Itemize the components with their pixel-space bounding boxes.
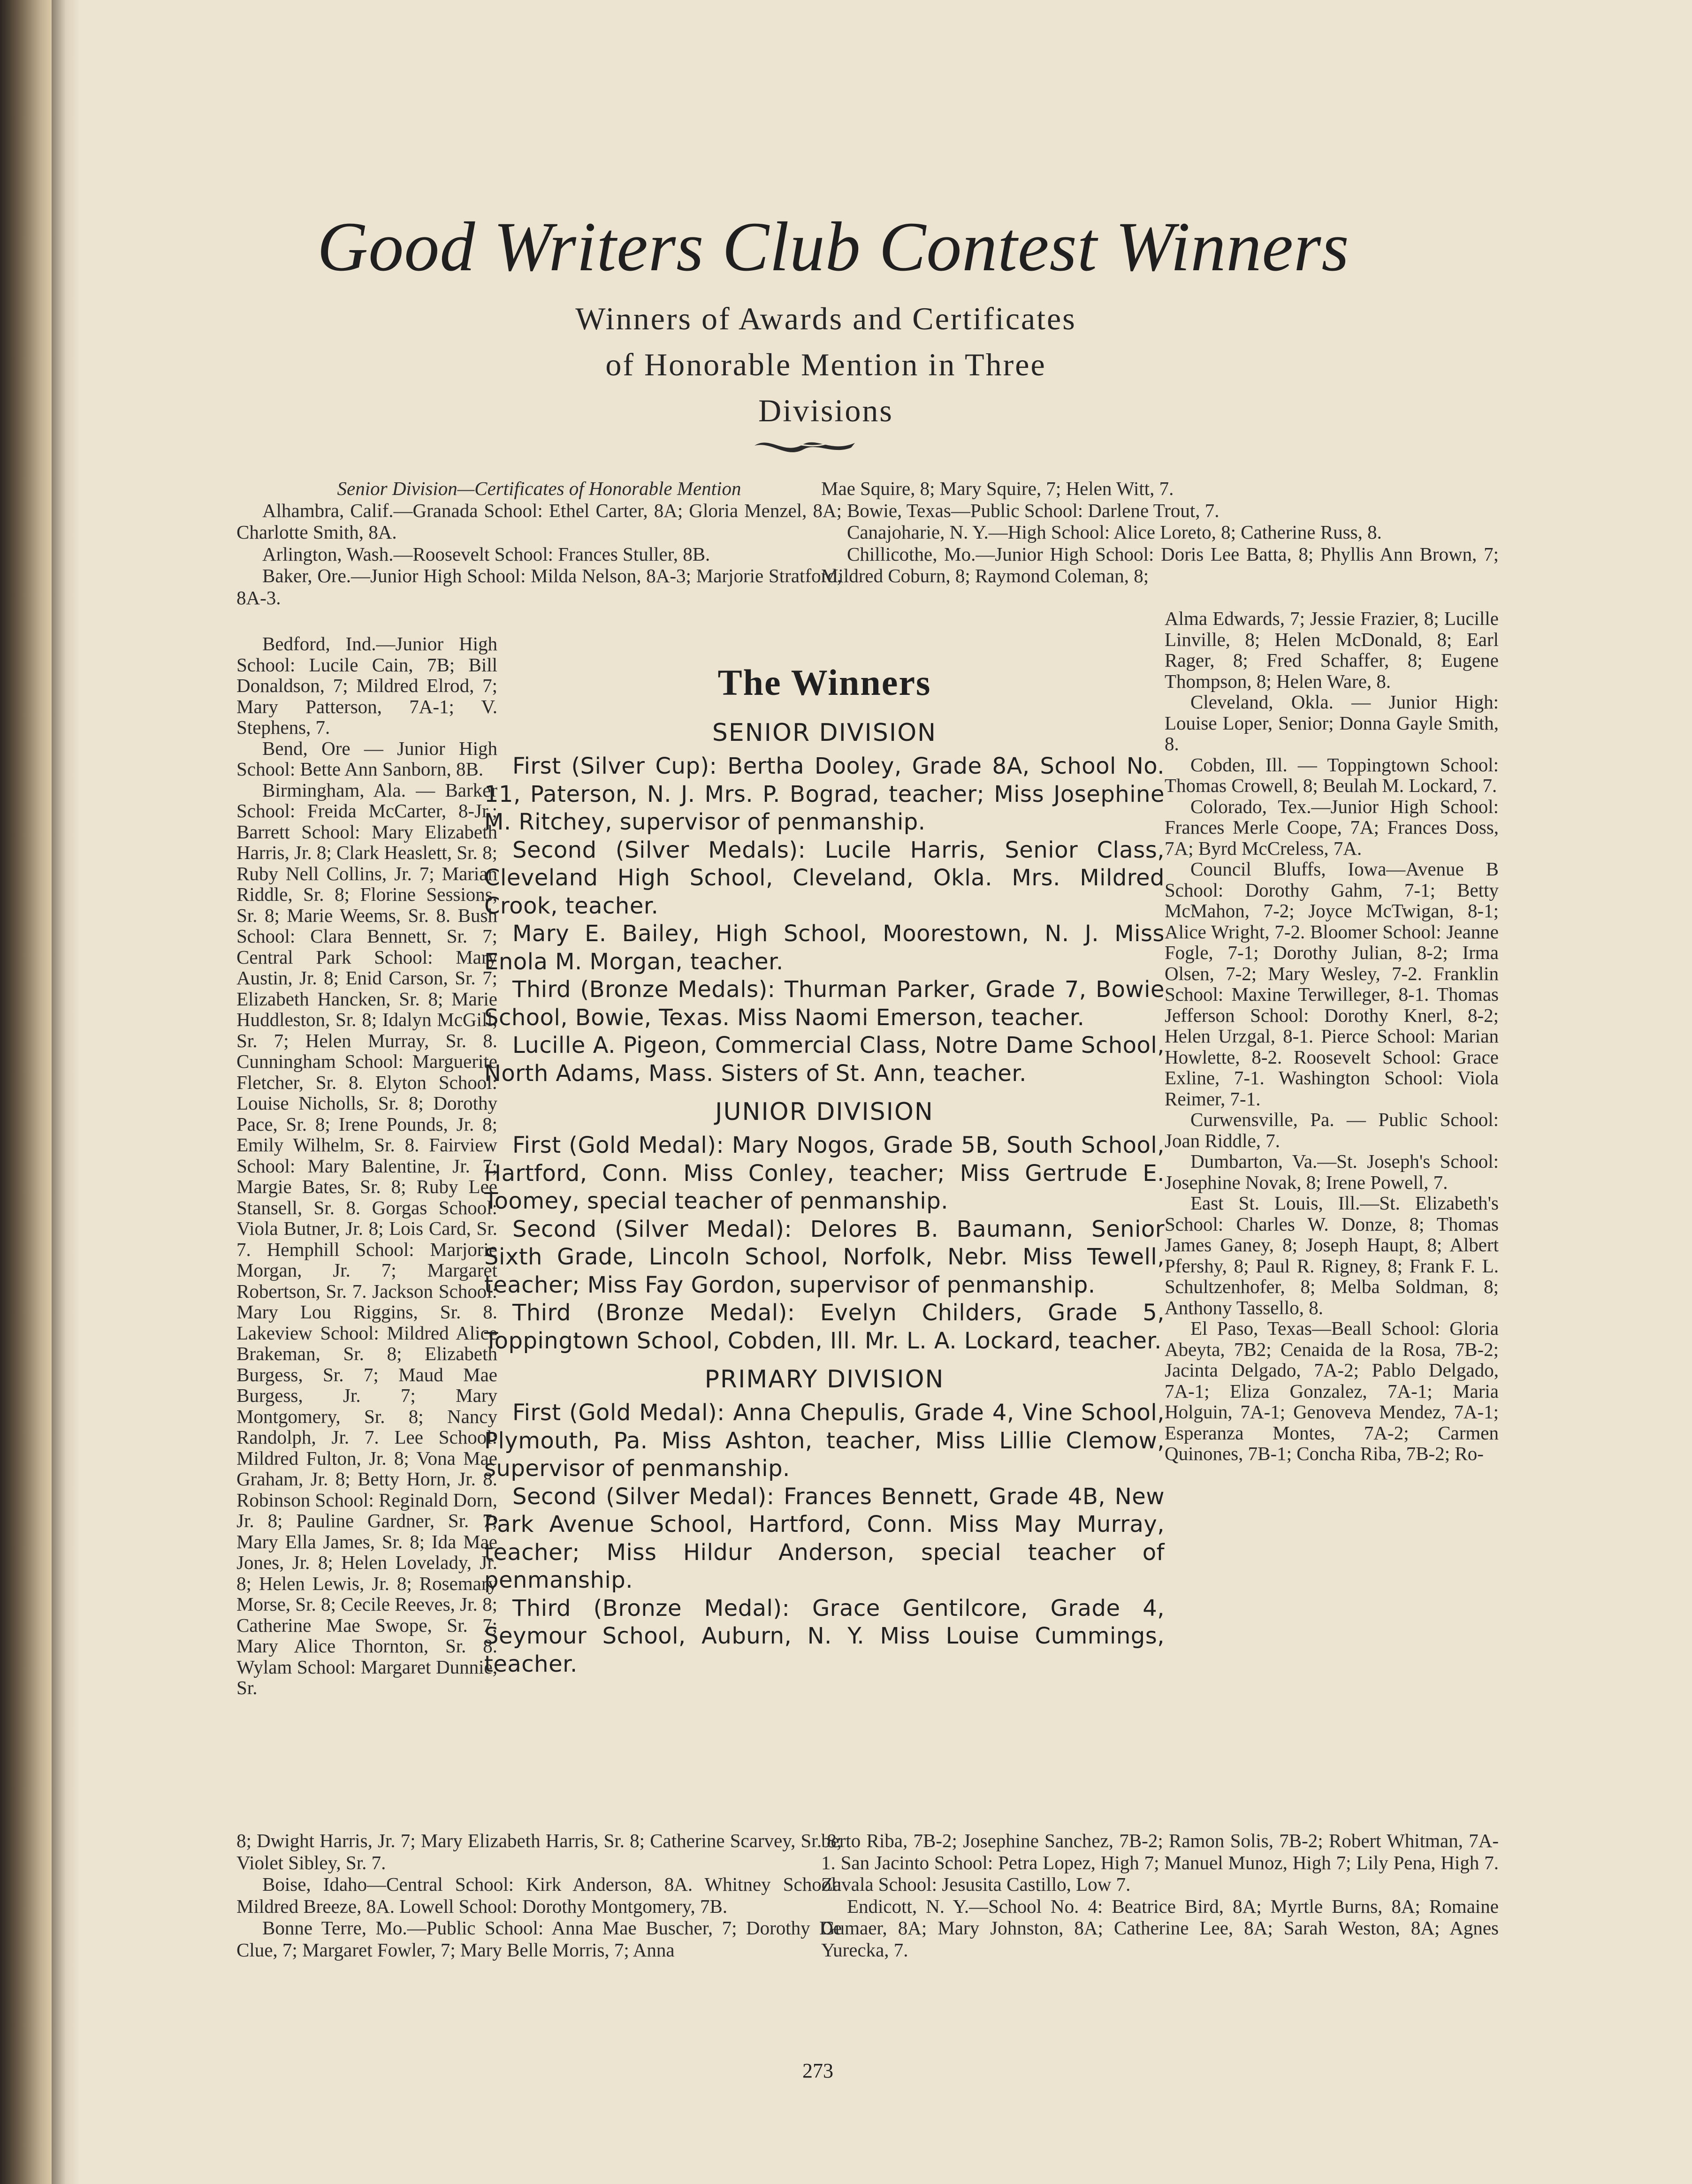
entry-paragraph: Chillicothe, Mo.—Junior High School: Doris Lee Batta, 8; Phyllis Ann Brown, 7; Mildred Coburn, 8; Raymond Coleman, 8; [821,543,1499,586]
winner-entry: Third (Bronze Medals): Thurman Parker, Grade 7, Bowie School, Bowie, Texas. Miss Naomi Emerson, teacher. [484,976,1165,1031]
ornament-divider-icon [751,431,859,459]
honorable-mention-right-top [821,478,1499,587]
entry-paragraph: Alma Edwards, 7; Jessie Frazier, 8; Lucille Linville, 8; Helen McDonald, 8; Earl Rager, 8; Fred Schaffer, 8; Eugene Thompson, 8; Helen Ware, 8. [1165,608,1499,692]
entry-paragraph: Curwensville, Pa. — Public School: Joan Riddle, 7. [1165,1109,1499,1151]
entry-paragraph: Bowie, Texas—Public School: Darlene Trout, 7. [847,499,1219,521]
junior-division-heading: JUNIOR DIVISION [715,1098,934,1126]
winner-entry: Mary E. Bailey, High School, Moorestown, N. J. Miss Enola M. Morgan, teacher. [484,921,1165,975]
honorable-mention-left-narrow [236,633,497,1698]
entry-paragraph: Cobden, Ill. — Toppingtown School: Thomas Crowell, 8; Beulah M. Lockard, 7. [1165,753,1499,796]
entry-paragraph: Birmingham, Ala. — Barker School: Freida McCarter, 8-Jr.; Barrett School: Mary Elizabeth Harris, Jr. 8; Clark Heaslett, Sr. 8; Ruby Nell Collins, Jr. 7; Marian Riddle, Sr. 8; Florine Sessions, Sr. 8; Marie Weems, Sr. 8. Bush School: Clara Bennett, Sr. 7; Central Park School: Mary Austin, Jr. 8; Enid Carson, Sr. 7; Elizabeth Hancken, Sr. 8; Marie Huddleston, Sr. 8; Idalyn McGill, Sr. 7; Helen Murray, Sr. 8. Cunningham School: Marguerite Fletcher, Sr. 8. Elyton School: Louise Nicholls, Sr. 8; Dorothy Pace, Sr. 8; Irene Pounds, Jr. 8; Emily Wilhelm, Sr. 8. Fairview School: Mary Balentine, Jr. 7; Margie Bates, Sr. 8; Ruby Lee Stansell, Sr. 8. Gorgas School: Viola Butner, Jr. 8; Lois Card, Sr. 7. Hemphill School: Marjorie Morgan, Jr. 7; Margaret Robertson, Sr. 7. Jackson School: Mary Lou Riggins, Sr. 8. Lakeview School: Mildred Alice Brakeman, Sr. 8; Elizabeth Burgess, Sr. 7; Maud Mae Burgess, Jr. 7; Mary Montgomery, Sr. 8; Nancy Randolph, Jr. 7. Lee School: Mildred Fulton, Jr. 8; Vona Mae Graham, Jr. 8; Betty Horn, Jr. 8. Robinson School: Reginald Dorn, Jr. 8; Pauline Gardner, Sr. 7; Mary Ella James, Sr. 8; Ida Mae Jones, Jr. 8; Helen Lovelady, Jr. 8; Helen Lewis, Jr. 8; Rosemary Morse, Sr. 8; Cecile Reeves, Jr. 8; Catherine Mae Swope, Sr. 7; Mary Alice Thornton, Sr. 8. Wylam School: Margaret Dunnie, Sr. [236,779,497,1698]
winner-entry: Third (Bronze Medal): Grace Gentilcore, Grade 4, Seymour School, Auburn, N. Y. Miss Louise Cummings, teacher. [484,1595,1165,1677]
senior-division-heading: SENIOR DIVISION [712,719,937,747]
entry-paragraph: Colorado, Tex.—Junior High School: Frances Merle Coope, 7A; Frances Doss, 7A; Byrd McCreless, 7A. [1165,795,1499,859]
winners-box [484,657,1165,1678]
winner-entry: Second (Silver Medal): Frances Bennett, Grade 4B, New Park Avenue School, Hartford, Conn. Miss May Murray, teacher; Miss Hildur Anderson, special teacher of penmanship. [484,1483,1165,1593]
honorable-mention-left-top [236,478,842,609]
entry-paragraph: East St. Louis, Ill.—St. Elizabeth's School: Charles W. Donze, 8; Thomas James Ganey, 8; Joseph Haupt, 8; Albert Pfershy, 8; Paul R. Rigney, 8; Frank F. L. Schultzenhofer, 8; Melba Soldman, 8; Anthony Tassello, 8. [1165,1192,1499,1318]
honorable-mention-right-bottom [821,1830,1499,1961]
page-number: 273 [802,2059,833,2082]
honorable-mention-left-bottom [236,1830,842,1961]
entry-paragraph: Bedford, Ind.—Junior High School: Lucile Cain, 7B; Bill Donaldson, 7; Mildred Elrod, 7; Mary Patterson, 7A-1; V. Stephens, 7. [236,633,497,738]
entry-paragraph: Bend, Ore — Junior High School: Bette Ann Sanborn, 8B. [236,737,497,780]
winner-entry: Lucille A. Pigeon, Commercial Class, Notre Dame School, North Adams, Mass. Sisters of St. Ann, teacher. [484,1032,1165,1087]
entry-paragraph: Arlington, Wash.—Roosevelt School: Frances Stuller, 8B. [262,543,710,565]
page-gutter-shadow [52,0,80,2184]
honorable-mention-heading: Senior Division—Certificates of Honorable Mention [337,478,741,499]
winner-entry: First (Silver Cup): Bertha Dooley, Grade 8A, School No. 11, Paterson, N. J. Mrs. P. Bograd, teacher; Miss Josephine M. Ritchey, supervisor of penmanship. [484,753,1165,835]
winner-entry: First (Gold Medal): Mary Nogos, Grade 5B, South School, Hartford, Conn. Miss Conley, teacher; Miss Gertrude E. Toomey, special teacher of penmanship. [484,1132,1165,1214]
magazine-page [52,0,1692,2184]
entry-paragraph: 8; Dwight Harris, Jr. 7; Mary Elizabeth Harris, Sr. 8; Catherine Scarvey, Sr. 8; Violet Sibley, Sr. 7. [236,1830,842,1873]
entry-paragraph: Boise, Idaho—Central School: Kirk Anderson, 8A. Whitney School: Mildred Breeze, 8A. Lowell School: Dorothy Montgomery, 7B. [236,1873,842,1917]
entry-paragraph: Alhambra, Calif.—Granada School: Ethel Carter, 8A; Gloria Menzel, 8A; Charlotte Smith, 8A. [236,499,842,543]
page-subtitle: Winners of Awards and Certificates of Honorable Mention in Three Divisions [575,301,1076,428]
entry-paragraph: Mae Squire, 8; Mary Squire, 7; Helen Witt, 7. [821,478,1174,499]
honorable-mention-right-narrow [1165,608,1499,1464]
winner-entry: First (Gold Medal): Anna Chepulis, Grade 4, Vine School, Plymouth, Pa. Miss Ashton, teacher, Miss Lillie Clemow, supervisor of penmanship. [484,1400,1165,1482]
primary-division-heading: PRIMARY DIVISION [704,1365,945,1393]
entry-paragraph: berto Riba, 7B-2; Josephine Sanchez, 7B-2; Ramon Solis, 7B-2; Robert Whitman, 7A-1. San Jacinto School: Petra Lopez, High 7; Manuel Munoz, High 7; Lily Pena, High 7. Zavala School: Jesusita Castillo, Low 7. [821,1830,1499,1895]
entry-paragraph: Baker, Ore.—Junior High School: Milda Nelson, 8A-3; Marjorie Stratford, 8A-3. [236,565,842,609]
entry-paragraph: Dumbarton, Va.—St. Joseph's School: Josephine Novak, 8; Irene Powell, 7. [1165,1150,1499,1193]
entry-paragraph: El Paso, Texas—Beall School: Gloria Abeyta, 7B2; Cenaida de la Rosa, 7B-2; Jacinta Delgado, 7A-2; Pablo Delgado, 7A-1; Eliza Gonzalez, 7A-1; Maria Holguin, 7A-1; Genoveva Mendez, 7A-1; Esperanza Montes, 7A-2; Carmen Quinones, 7B-1; Concha Riba, 7B-2; Ro- [1165,1317,1499,1464]
winner-entry: Second (Silver Medal): Delores B. Baumann, Senior Sixth Grade, Lincoln School, Norfolk, Nebr. Miss Tewell, teacher; Miss Fay Gordon, supervisor of penmanship. [484,1216,1165,1298]
facing-page-edge [0,0,52,2184]
winners-title: The Winners [717,662,931,703]
entry-paragraph: Endicott, N. Y.—School No. 4: Beatrice Bird, 8A; Myrtle Burns, 8A; Romaine Gumaer, 8A; Mary Johnston, 8A; Catherine Lee, 8A; Sarah Weston, 8A; Agnes Yurecka, 7. [821,1895,1499,1961]
winner-entry: Second (Silver Medals): Lucile Harris, Senior Class, Cleveland High School, Cleveland, Okla. Mrs. Mildred Crook, teacher. [484,837,1165,919]
winner-entry: Third (Bronze Medal): Evelyn Childers, Grade 5, Toppingtown School, Cobden, Ill. Mr. L. A. Lockard, teacher. [484,1300,1165,1354]
page-title: Good Writers Club Contest Winners [317,208,1349,286]
entry-paragraph: Canajoharie, N. Y.—High School: Alice Loreto, 8; Catherine Russ, 8. [847,521,1382,543]
entry-paragraph: Cleveland, Okla. — Junior High: Louise Loper, Senior; Donna Gayle Smith, 8. [1165,691,1499,754]
entry-paragraph: Bonne Terre, Mo.—Public School: Anna Mae Buscher, 7; Dorothy De Clue, 7; Margaret Fowler, 7; Mary Belle Morris, 7; Anna [236,1917,842,1961]
entry-paragraph: Council Bluffs, Iowa—Avenue B School: Dorothy Gahm, 7-1; Betty McMahon, 7-2; Joyce McTwigan, 8-1; Alice Wright, 7-2. Bloomer School: Jeanne Fogle, 7-1; Dorothy Julian, 8-2; Irma Olsen, 7-2; Mary Wesley, 7-2. Franklin School: Maxine Terwilleger, 8-1. Thomas Jefferson School: Dorothy Knerl, 8-2; Helen Urzgal, 8-1. Pierce School: Marian Howlette, 8-2. Roosevelt School: Grace Exline, 7-1. Washington School: Viola Reimer, 7-1. [1165,858,1499,1110]
